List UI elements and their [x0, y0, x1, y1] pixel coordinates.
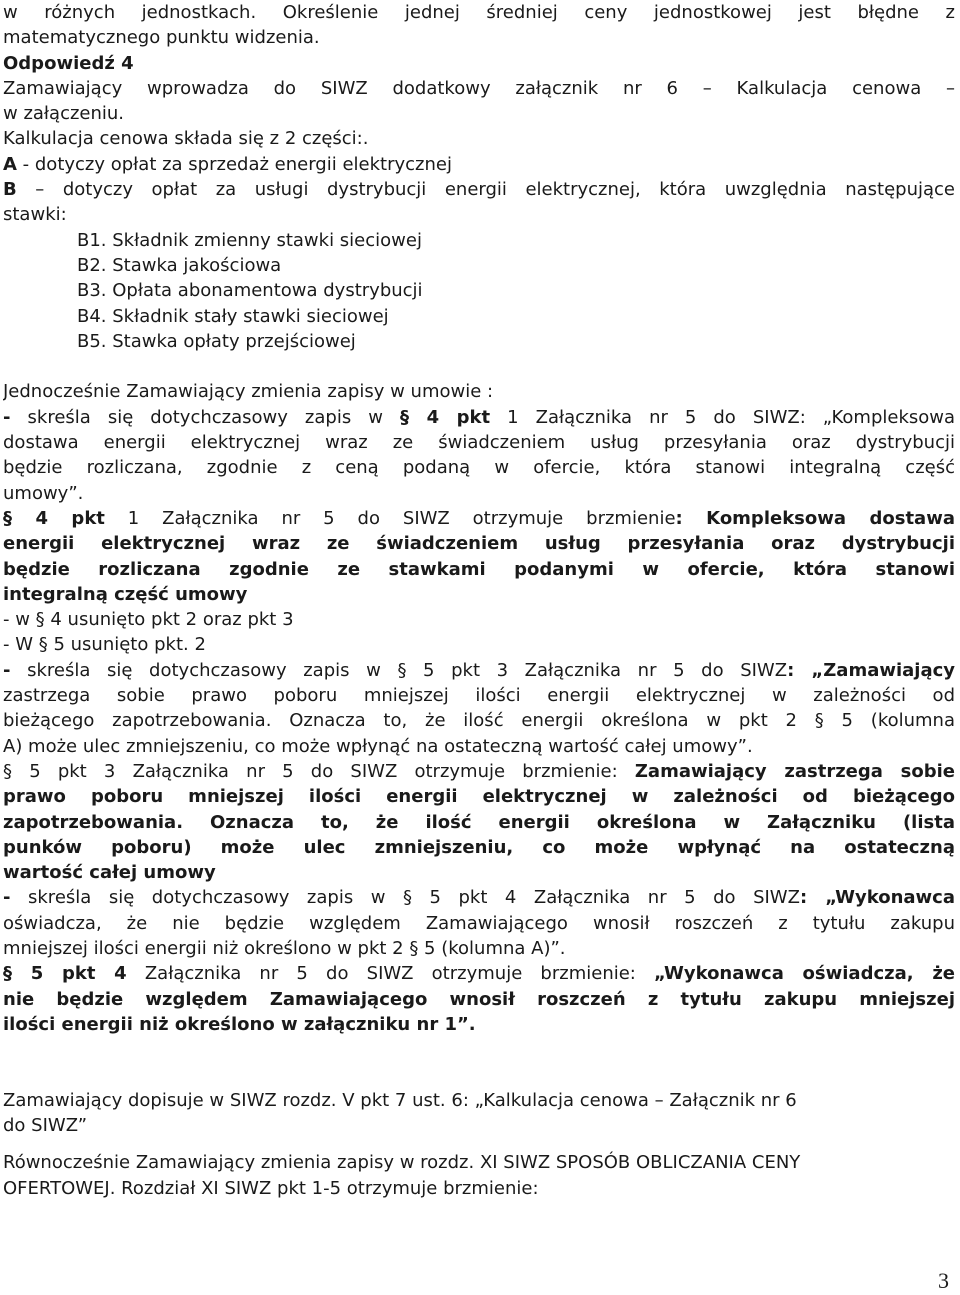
text-span: skreśla się dotychczasowy zapis w § 5 pkt 3 Załącznika nr 5 do SIWZ — [10, 659, 788, 681]
text-line: energii elektrycznej wraz ze świadczeniem usług przesyłania oraz dystrybucji — [3, 533, 955, 555]
text-line — [3, 961, 955, 986]
text-line: będzie rozliczana zgodnie ze stawkami podanymi w ofercie, która stanowi — [3, 558, 955, 580]
text-line — [3, 152, 955, 177]
dash-marker: - — [3, 406, 11, 428]
document-body — [3, 0, 955, 1201]
bold-text: „Wykonawca oświadcza, że — [654, 963, 955, 985]
section-heading: Odpowiedź 4 — [3, 52, 134, 74]
text-line: ilości energii niż określono w załączniku nr 1”. — [3, 1013, 476, 1035]
blank-line — [3, 1138, 955, 1150]
text-line: dostawa energii elektrycznej wraz ze świadczeniem usług przesyłania oraz dystrybucji — [3, 432, 955, 454]
text-span: 1 Załącznika nr 5 do SIWZ: „Kompleksowa — [490, 406, 955, 428]
text-span: skreśla się dotychczasowy zapis w § 5 pkt 4 Załącznika nr 5 do SIWZ — [10, 887, 800, 909]
part-description: – dotyczy opłat za usługi dystrybucji energii elektrycznej, która uwzględnia następujące — [16, 179, 955, 201]
blank-line — [3, 1037, 955, 1062]
dash-marker: - — [3, 659, 11, 681]
text-line: - w § 4 usunięto pkt 2 oraz pkt 3 — [3, 609, 294, 631]
part-description: - dotyczy opłat za sprzedaż energii elektrycznej — [16, 153, 452, 175]
text-line: - W § 5 usunięto pkt. 2 — [3, 634, 206, 656]
text-line: stawki: — [3, 204, 67, 226]
paragraph-ref: § 5 pkt 4 — [3, 963, 127, 985]
paragraph-ref: § 4 pkt — [3, 507, 105, 529]
bold-text: : „Zamawiający — [787, 659, 955, 681]
part-label: A — [3, 153, 17, 175]
text-line: integralną część umowy — [3, 583, 248, 605]
text-line — [3, 885, 955, 910]
bold-text: : Kompleksowa dostawa — [675, 507, 955, 529]
text-line — [3, 405, 955, 430]
blank-line — [3, 1062, 955, 1087]
text-line: nie będzie względem Zamawiającego wnosił roszczeń z tytułu zakupu mniejszej — [3, 988, 955, 1010]
text-line: mniejszej ilości energii niż określono w pkt 2 § 5 (kolumna A)”. — [3, 937, 566, 959]
text-line: OFERTOWEJ. Rozdział XI SIWZ pkt 1-5 otrzymuje brzmienie: — [3, 1177, 539, 1199]
text-line — [3, 177, 955, 202]
text-line: punków poboru) może ulec zmniejszeniu, co może wpłynąć na ostateczną — [3, 836, 955, 858]
text-line: w różnych jednostkach. Określenie jednej średniej ceny jednostkowej jest błędne z — [3, 2, 955, 23]
text-span: § 5 pkt 3 Załącznika nr 5 do SIWZ otrzymuje brzmienie: — [3, 760, 635, 782]
text-line: matematycznego punktu widzenia. — [3, 27, 320, 49]
text-line: w załączeniu. — [3, 103, 125, 125]
text-line: Zamawiający dopisuje w SIWZ rozdz. V pkt 7 ust. 6: „Kalkulacja cenowa – Załącznik nr 6 — [3, 1089, 797, 1111]
text-span: Załącznika nr 5 do SIWZ otrzymuje brzmienie: — [126, 963, 655, 985]
page-number: 3 — [938, 1268, 949, 1293]
text-line: zastrzega sobie prawo poboru mniejszej ilości energii elektrycznej w zależności od — [3, 685, 955, 707]
list-item: B4. Składnik stały stawki sieciowej — [77, 305, 389, 327]
text-line: Kalkulacja cenowa składa się z 2 części:. — [3, 128, 369, 150]
text-line: oświadcza, że nie będzie względem Zamawiającego wnosił roszczeń z tytułu zakupu — [3, 912, 955, 934]
text-line: zapotrzebowania. Oznacza to, że ilość energii określona w Załączniku (lista — [3, 811, 955, 833]
text-span: 1 Załącznika nr 5 do SIWZ otrzymuje brzmienie — [104, 507, 676, 529]
dash-marker: - — [3, 887, 11, 909]
list-item: B2. Stawka jakościowa — [77, 254, 282, 276]
text-line: Jednocześnie Zamawiający zmienia zapisy w umowie : — [3, 381, 494, 403]
text-line: Równocześnie Zamawiający zmienia zapisy w rozdz. XI SIWZ SPOSÓB OBLICZANIA CENY — [3, 1152, 801, 1174]
text-line: będzie rozliczana, zgodnie z ceną podaną w ofercie, która stanowi integralną część — [3, 457, 955, 479]
text-line — [3, 506, 955, 531]
text-line — [3, 759, 955, 784]
text-span: skreśla się dotychczasowy zapis w — [10, 406, 400, 428]
list-item: B3. Opłata abonamentowa dystrybucji — [77, 280, 423, 302]
list-item: B5. Stawka opłaty przejściowej — [77, 330, 356, 352]
list-item: B1. Składnik zmienny stawki sieciowej — [77, 229, 422, 251]
text-line: bieżącego zapotrzebowania. Oznacza to, że ilość energii określona w pkt 2 § 5 (kolumna — [3, 710, 955, 732]
part-label: B — [3, 179, 17, 201]
text-line: umowy”. — [3, 482, 84, 504]
text-line: wartość całej umowy — [3, 862, 216, 884]
text-line — [3, 658, 955, 683]
bold-text: : „Wykonawca — [799, 887, 955, 909]
bold-text: Zamawiający zastrzega sobie — [634, 760, 955, 782]
text-line: do SIWZ” — [3, 1115, 88, 1137]
blank-line — [3, 354, 955, 379]
text-line: prawo poboru mniejszej ilości energii elektrycznej w zależności od bieżącego — [3, 786, 955, 808]
paragraph-ref: § 4 pkt — [400, 406, 491, 428]
text-line: Zamawiający wprowadza do SIWZ dodatkowy załącznik nr 6 – Kalkulacja cenowa – — [3, 77, 955, 99]
text-line: A) może ulec zmniejszeniu, co może wpłynąć na ostateczną wartość całej umowy”. — [3, 735, 753, 757]
